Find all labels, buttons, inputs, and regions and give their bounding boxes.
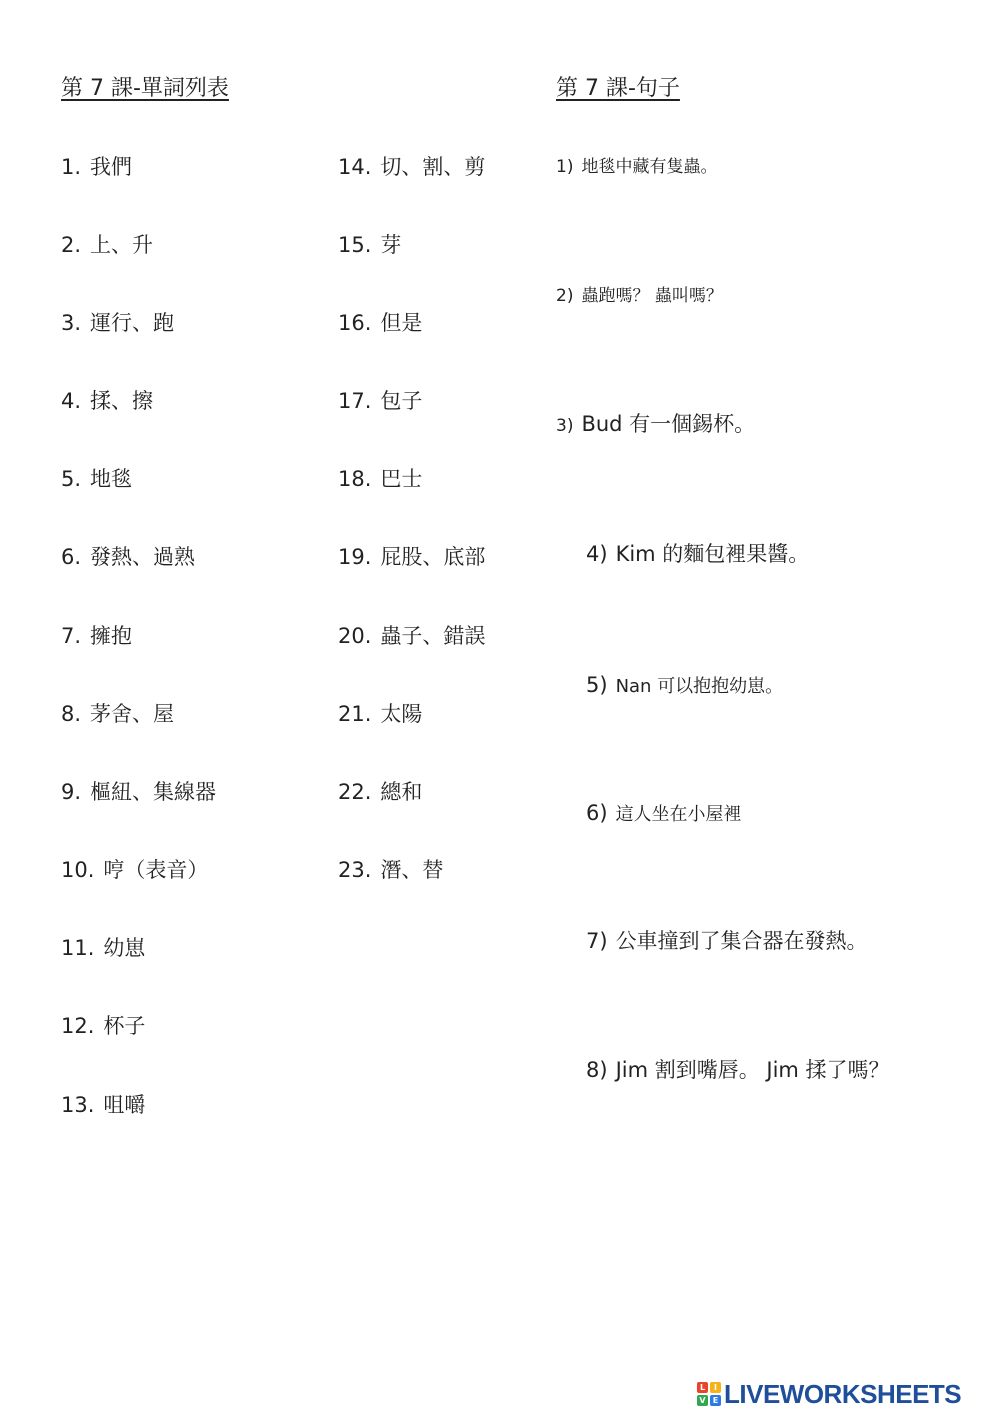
sentence-number: 8) [586, 1058, 608, 1082]
word-text: 哼（表音） [103, 858, 209, 882]
word-text: 杯子 [103, 1014, 146, 1038]
sentence-item [586, 926, 868, 956]
word-text: 潛、替 [380, 858, 444, 882]
word-number: 21. [338, 702, 372, 726]
sentence-number: 1) [556, 157, 574, 177]
liveworksheets-logo [697, 1379, 961, 1409]
word-item [338, 699, 422, 729]
word-text: 茅舍、屋 [90, 702, 175, 726]
sentence-number: 2) [556, 286, 574, 306]
word-item [338, 777, 422, 807]
logo-text: LIVEWORKSHEETS [724, 1378, 962, 1409]
logo-block-v: V [697, 1395, 708, 1406]
logo-block-e: E [710, 1395, 721, 1406]
sentence-text: Jim 割到嘴唇。 Jim 揉了嗎？ [615, 1058, 890, 1082]
word-text: 但是 [380, 311, 423, 335]
word-text: 上、升 [90, 233, 154, 257]
sentence-text: Bud 有一個錫杯。 [581, 412, 756, 436]
word-number: 1. [61, 155, 82, 179]
word-text: 包子 [380, 389, 423, 413]
sentence-number: 4) [586, 542, 608, 566]
word-number: 13. [61, 1093, 95, 1117]
logo-block-i: I [710, 1382, 721, 1393]
word-text: 太陽 [380, 702, 423, 726]
word-text: 樞紐、集線器 [90, 780, 217, 804]
word-text: 咀嚼 [103, 1093, 146, 1117]
word-item [61, 1011, 145, 1041]
word-text: 地毯 [90, 467, 133, 491]
word-number: 8. [61, 702, 82, 726]
word-number: 16. [338, 311, 372, 335]
word-item [338, 621, 485, 651]
word-number: 3. [61, 311, 82, 335]
word-item [61, 386, 153, 416]
word-number: 2. [61, 233, 82, 257]
word-item [61, 699, 174, 729]
sentence-item [556, 281, 723, 311]
sentence-item [586, 798, 742, 830]
word-item [61, 621, 132, 651]
word-text: 蟲子、錯誤 [380, 624, 486, 648]
word-number: 10. [61, 858, 95, 882]
word-number: 14. [338, 155, 372, 179]
sentence-text: Nan 可以抱抱幼崽。 [615, 676, 784, 697]
sentence-text: 蟲跑嗎？ 蟲叫嗎？ [581, 286, 723, 306]
sentence-item [556, 409, 755, 441]
word-text: 運行、跑 [90, 311, 175, 335]
word-text: 屁股、底部 [380, 545, 486, 569]
word-item [338, 152, 485, 182]
word-item [338, 386, 422, 416]
sentence-text: 這人坐在小屋裡 [615, 804, 742, 825]
word-list-heading: 第 7 課-單詞列表 [61, 76, 229, 101]
sentence-text: 公車撞到了集合器在發熱。 [615, 929, 868, 953]
word-item [61, 777, 216, 807]
word-number: 4. [61, 389, 82, 413]
word-number: 9. [61, 780, 82, 804]
word-number: 19. [338, 545, 372, 569]
logo-blocks-icon [697, 1382, 721, 1406]
word-number: 23. [338, 858, 372, 882]
word-item [338, 855, 443, 885]
word-text: 揉、擦 [90, 389, 154, 413]
word-item [61, 230, 153, 260]
logo-block-l: L [697, 1382, 708, 1393]
sentence-item [556, 152, 717, 182]
word-number: 7. [61, 624, 82, 648]
word-number: 17. [338, 389, 372, 413]
word-item [61, 308, 174, 338]
word-text: 擁抱 [90, 624, 133, 648]
sentence-number: 3) [556, 416, 574, 436]
word-number: 22. [338, 780, 372, 804]
word-number: 20. [338, 624, 372, 648]
sentence-item [586, 539, 809, 569]
word-number: 15. [338, 233, 372, 257]
word-number: 5. [61, 467, 82, 491]
word-text: 幼崽 [103, 936, 146, 960]
word-item [338, 230, 401, 260]
sentence-number: 6) [586, 801, 608, 825]
sentence-number: 5) [586, 673, 608, 697]
word-item [61, 933, 145, 963]
word-text: 發熱、過熟 [90, 545, 196, 569]
word-item [61, 1090, 145, 1120]
word-text: 切、割、剪 [380, 155, 486, 179]
word-item [61, 152, 132, 182]
word-item [61, 855, 208, 885]
word-item [338, 308, 422, 338]
word-number: 18. [338, 467, 372, 491]
word-text: 芽 [380, 233, 402, 257]
word-text: 巴士 [380, 467, 423, 491]
sentence-item [586, 1055, 890, 1085]
word-number: 6. [61, 545, 82, 569]
word-item [338, 464, 422, 494]
word-text: 總和 [380, 780, 423, 804]
word-text: 我們 [90, 155, 133, 179]
word-item [61, 542, 195, 572]
word-item [338, 542, 485, 572]
word-number: 12. [61, 1014, 95, 1038]
sentences-heading: 第 7 課-句子 [556, 76, 680, 101]
sentence-text: 地毯中藏有隻蟲。 [581, 157, 718, 177]
sentence-item [586, 670, 783, 702]
word-item [61, 464, 132, 494]
sentence-number: 7) [586, 929, 608, 953]
sentence-text: Kim 的麵包裡果醬。 [615, 542, 810, 566]
word-number: 11. [61, 936, 95, 960]
